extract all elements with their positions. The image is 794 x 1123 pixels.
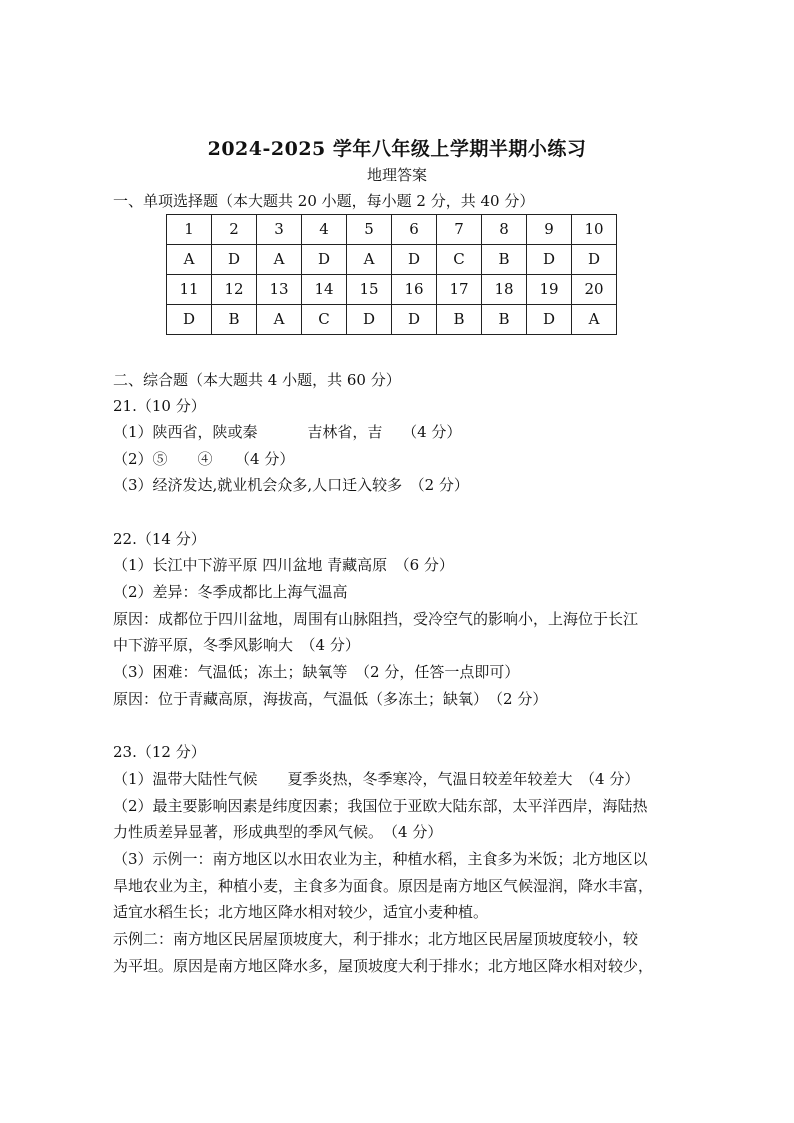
q23-answer-2-line-2: 力性质差异显著，形成典型的季风气候。 （4 分） bbox=[113, 823, 443, 841]
table-cell: 4 bbox=[302, 215, 347, 245]
table-cell: 8 bbox=[482, 215, 527, 245]
page-subtitle: 地理答案 bbox=[366, 166, 427, 184]
table-cell: C bbox=[437, 245, 482, 275]
q23-example-1-line-2: 旱地农业为主，种植小麦，主食多为面食。原因是南方地区气候湿润，降水丰富， bbox=[113, 877, 654, 895]
q23-header: 23.（12 分） bbox=[113, 743, 206, 761]
table-cell: 13 bbox=[257, 275, 302, 305]
table-cell: D bbox=[527, 305, 572, 335]
page-title: 2024-2025 学年八年级上学期半期小练习 bbox=[207, 138, 587, 160]
table-row bbox=[167, 245, 617, 275]
section2-heading: 二、综合题（本大题共 4 小题，共 60 分） bbox=[113, 371, 401, 389]
q22-header: 22.（14 分） bbox=[113, 530, 206, 548]
table-cell: 5 bbox=[347, 215, 392, 245]
q22-answer-2: （2）差异：冬季成都比上海气温高 bbox=[113, 583, 348, 601]
q21-answer-2: （2）⑤ ④ （4 分） bbox=[113, 450, 295, 468]
table-cell: A bbox=[257, 245, 302, 275]
section1-heading: 一、单项选择题（本大题共 20 小题，每小题 2 分，共 40 分） bbox=[113, 192, 535, 210]
table-cell: 1 bbox=[167, 215, 212, 245]
table-cell: 6 bbox=[392, 215, 437, 245]
q23-example-2-line-2: 为平坦。原因是南方地区降水多，屋顶坡度大利于排水；北方地区降水相对较少， bbox=[113, 957, 654, 975]
q23-example-1-line-3: 适宜水稻生长；北方地区降水相对较少，适宜小麦种植。 bbox=[113, 903, 489, 921]
q22-answer-3-reason: 原因：位于青藏高原，海拔高，气温低（多冻土；缺氧） （2 分） bbox=[113, 690, 548, 708]
table-cell: D bbox=[302, 245, 347, 275]
table-cell: B bbox=[482, 245, 527, 275]
q23-answer-2-line-1: （2）最主要影响因素是纬度因素；我国位于亚欧大陆东部，太平洋西岸，海陆热 bbox=[113, 797, 648, 815]
table-cell: D bbox=[347, 305, 392, 335]
table-row bbox=[167, 275, 617, 305]
table-cell: 9 bbox=[527, 215, 572, 245]
table-cell: C bbox=[302, 305, 347, 335]
table-cell: 18 bbox=[482, 275, 527, 305]
q23-example-2-line-1: 示例二：南方地区民居屋顶坡度大，利于排水；北方地区民居屋顶坡度较小，较 bbox=[113, 930, 639, 948]
table-cell: 3 bbox=[257, 215, 302, 245]
q21-answer-3: （3）经济发达,就业机会众多,人口迁入较多 （2 分） bbox=[113, 476, 469, 494]
q22-reason-line-1: 原因：成都位于四川盆地，周围有山脉阻挡，受冷空气的影响小，上海位于长江 bbox=[113, 610, 639, 628]
table-cell: D bbox=[392, 245, 437, 275]
table-cell: 14 bbox=[302, 275, 347, 305]
table-cell: 20 bbox=[572, 275, 617, 305]
table-cell: B bbox=[482, 305, 527, 335]
table-cell: A bbox=[167, 245, 212, 275]
table-cell: D bbox=[212, 245, 257, 275]
q23-answer-1: （1）温带大陆性气候 夏季炎热，冬季寒冷，气温日较差年较差大 （4 分） bbox=[113, 770, 640, 788]
table-cell: 7 bbox=[437, 215, 482, 245]
table-cell: 19 bbox=[527, 275, 572, 305]
q22-reason-line-2: 中下游平原，冬季风影响大 （4 分） bbox=[113, 636, 360, 654]
q21-answer-1: （1）陕西省，陕或秦 吉林省，吉 （4 分） bbox=[113, 423, 462, 441]
table-cell: 15 bbox=[347, 275, 392, 305]
table-cell: A bbox=[257, 305, 302, 335]
table-cell: 11 bbox=[167, 275, 212, 305]
table-cell: D bbox=[572, 245, 617, 275]
table-cell: 16 bbox=[392, 275, 437, 305]
table-cell: A bbox=[347, 245, 392, 275]
q22-answer-3: （3）困难：气温低；冻土；缺氧等 （2 分，任答一点即可） bbox=[113, 663, 520, 681]
table-cell: B bbox=[437, 305, 482, 335]
q22-answer-1: （1）长江中下游平原 四川盆地 青藏高原 （6 分） bbox=[113, 556, 454, 574]
answer-table bbox=[166, 214, 617, 335]
table-row bbox=[167, 305, 617, 335]
q21-header: 21.（10 分） bbox=[113, 397, 206, 415]
table-cell: 10 bbox=[572, 215, 617, 245]
table-cell: B bbox=[212, 305, 257, 335]
table-cell: 2 bbox=[212, 215, 257, 245]
table-cell: 17 bbox=[437, 275, 482, 305]
table-cell: 12 bbox=[212, 275, 257, 305]
table-cell: D bbox=[527, 245, 572, 275]
q23-example-1-line-1: （3）示例一：南方地区以水田农业为主，种植水稻，主食多为米饭；北方地区以 bbox=[113, 850, 648, 868]
table-cell: D bbox=[167, 305, 212, 335]
table-row bbox=[167, 215, 617, 245]
table-cell: D bbox=[392, 305, 437, 335]
table-cell: A bbox=[572, 305, 617, 335]
